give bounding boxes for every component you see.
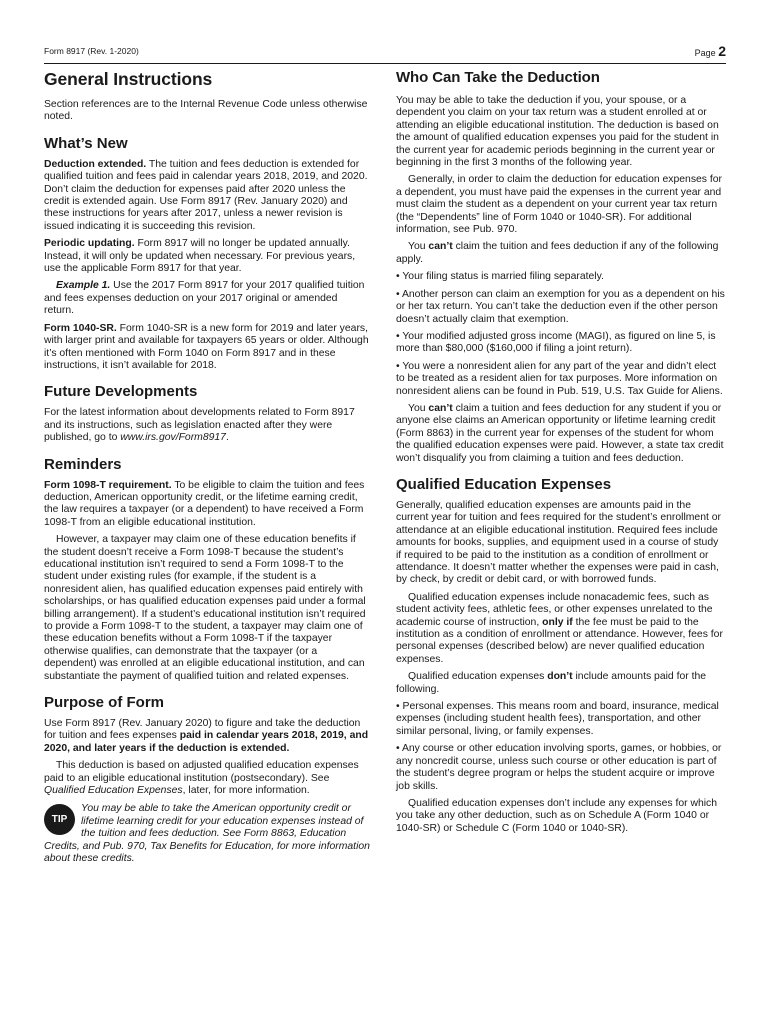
bold-text: paid in calendar years 2018, 2019, and 2020, and later years if the deduction is extended. (44, 730, 369, 754)
text: Form 1040-SR is a new form for 2019 and later years, with larger print and available for taxpayers 65 years or older. Although it’s often mentioned with Form 1040 on Form 8917 and in these instructions, it isn’t available for 2018. (44, 322, 369, 371)
who-paragraph-4 (396, 403, 726, 465)
bullet-personal-expenses: • Personal expenses. This means room and board, insurance, medical expenses (including student health fees), transportation, and other similar personal, living, or family expenses. (396, 701, 719, 737)
qualified-paragraph-2 (396, 592, 726, 666)
bullet-magi: • Your modified adjusted gross income (MAGI), as figured on line 5, is more than $80,000 ($160,000 if filing a joint return). (396, 330, 716, 355)
bullet-course: • Any course or other education involving sports, games, or hobbies, or any noncredit course, unless such course or other education is part of the student’s degree program or helps the student acquire or improve job skills. (396, 743, 722, 792)
qualified-paragraph-1: Generally, qualified education expenses are amounts paid in the current year for tuition and fees required for the student’s enrollment or attendance at an eligible educational institution. Required fees include amounts for books, supplies, and equipment used in a course of study if required to be paid to the institution as a condition of enrollment or attendance. It doesn’t matter whether the expenses were paid in cash, by check, by credit or debit card, or with borrowed funds. (396, 499, 721, 586)
who-paragraph-2: Generally, in order to claim the deduction for education expenses for a dependent, you must have paid the expenses in the current year and must claim the student as a dependent on your current year tax return (the “Dependents” line of Form 1040 or 1040-SR). For additional information, see Pub. 970. (396, 174, 723, 236)
who-paragraph-3 (396, 241, 726, 266)
whats-new-heading: What’s New (44, 134, 128, 152)
example-paragraph (44, 280, 370, 317)
text: , later, for more information. (182, 785, 310, 797)
deduction-extended-paragraph (44, 159, 370, 233)
text: Qualified education expenses include nonacademic fees, such as student activity fees, athletic fees, or other expenses unrelated to the academic course of instruction, (396, 591, 713, 628)
bold-text: only if (542, 616, 573, 628)
page-header (44, 43, 726, 62)
bold-text: don’t (547, 671, 573, 683)
left-column (44, 66, 370, 866)
tip-icon: TIP (44, 804, 75, 835)
tip-box (44, 803, 370, 865)
period: . (225, 432, 229, 444)
text: Form 8917 will no longer be updated annually. Instead, it will only be updated when necessary. For previous years, use the applicable Form 8917 for that year. (44, 238, 356, 275)
text: This deduction is based on adjusted qualified education expenses paid to an eligible educational institution (postsecondary). See (44, 760, 359, 784)
general-text: Section references are to the Internal Revenue Code unless otherwise noted. (44, 99, 368, 123)
qualified-expenses-heading: Qualified Education Expenses (396, 475, 612, 493)
bullet-nonresident: • You were a nonresident alien for any part of the year and didn’t elect to be treated as a resident alien for tax purposes. More information on nonresident aliens can be found in Pub. 519, U.S. Tax Guide for Aliens. (396, 360, 723, 397)
form-id: Form 8917 (Rev. 1-2020) (44, 46, 139, 56)
who-can-take-heading: Who Can Take the Deduction (396, 69, 600, 86)
text: claim the tuition and fees deduction if any of the following apply. (396, 241, 719, 265)
future-developments-paragraph (44, 407, 370, 444)
general-instructions-heading: General Instructions (44, 69, 213, 89)
header-rule (44, 63, 726, 64)
text: The tuition and fees deduction is extended for qualified tuition and fees paid in calendar years 2018, 2019, and 2020. Don’t claim the deduction for expenses paid after 2020 unless the credit is extended again. Use Form 8917 (Rev. January 2020) and these instructions for years after 2017, unless a newer revision is issued indicating it is succeeding this revision. (44, 158, 368, 232)
text: To be eligible to claim the tuition and fees deduction, American opportunity credit, or the lifetime earning credit, the law requires a taxpayer (or a dependent) to have received a Form 1098-T from an eligible educational institution. (44, 479, 365, 528)
lead: Form 1040-SR. (44, 322, 117, 334)
lead: Form 1098-T requirement. (44, 479, 172, 491)
text: You (408, 241, 429, 253)
qualified-paragraph-4: Qualified education expenses don’t include any expenses for which you take any other deduction, such as on Schedule A (Form 1040 or 1040-SR) or Schedule C (Form 1040 or 1040-SR). (396, 797, 718, 834)
lead: Deduction extended. (44, 158, 147, 170)
lead: Periodic updating. (44, 238, 135, 250)
bold-text: can’t (428, 402, 453, 414)
purpose-paragraph-2 (44, 760, 370, 797)
form-1040sr-paragraph (44, 323, 370, 373)
page-number-value: 2 (718, 43, 726, 59)
text: Use Form 8917 (Rev. January 2020) to figure and take the deduction for tuition and fees expenses (44, 718, 361, 742)
reminders-heading: Reminders (44, 455, 122, 473)
who-paragraph-1: You may be able to take the deduction if you, your spouse, or a dependent you claim on your tax return was a student enrolled at or attending an eligible educational institution. The deduction is based on the amount of qualified education expenses you paid for the student in the current year for academic periods beginning in the current year or beginning in the first 3 months of the following year. (396, 95, 719, 169)
reminders-paragraph-2: However, a taxpayer may claim one of these education benefits if the student doesn’t receive a Form 1098-T because the student’s educational institution isn’t required to send a Form 1098-T to the student under existing rules (for example, if the student is a nonresident alien, has qualified education expenses paid entirely with scholarships, or has qualified education expenses paid under a formal billing arrangement). If a student’s educational institution isn’t required to provide a Form 1098-T to the student, a taxpayer may claim one of these education benefits without a Form 1098-T if the taxpayer otherwise qualifies, can demonstrate that the taxpayer (or a dependent) was enrolled at an eligible educational institution, and can substantiate the payment of qualified tuition and related expenses. (44, 534, 366, 682)
text: claim a tuition and fees deduction for any student if you or anyone else claims an American opportunity or lifetime learning credit (Form 8863) in the current year for expenses of the student for whom the qualified education expenses were paid. However, a state tax credit won’t disqualify you from claiming a tuition and fees deduction. (396, 402, 724, 464)
text: For the latest information about developments related to Form 8917 and its instructions, such as legislation enacted after they were published, go to (44, 407, 355, 444)
page-number (695, 43, 726, 59)
future-developments-heading: Future Developments (44, 383, 198, 401)
qualified-paragraph-3 (396, 671, 726, 696)
text: the fee must be paid to the institution as a condition of enrollment or attendance. However, fees for personal expenses (described below) are never qualified education expenses. (396, 616, 723, 665)
bullet-dependent: • Another person can claim an exemption for you as a dependent on his or her tax return. You can’t take the deduction even if the other person doesn’t actually claim that exemption. (396, 288, 725, 325)
tip-text: You may be able to take the American opportunity credit or lifetime learning credit for your education expenses instead of the tuition and fees deduction. See Form 8863, Education Credits, and Pub. 970, Tax Benefits for Education, for more information about these credits. (44, 803, 370, 865)
text: Use the 2017 Form 8917 for your 2017 qualified tuition and fees expenses deduction on your 2017 original or amended return. (44, 280, 365, 317)
page-label: Page (694, 48, 716, 58)
bullet-filing-status: • Your filing status is married filing separately. (396, 271, 604, 283)
irs-link[interactable]: www.irs.gov/Form8917 (120, 432, 226, 444)
text: Qualified education expenses (408, 671, 548, 683)
lead: Example 1. (56, 280, 111, 292)
cross-reference: Qualified Education Expenses (44, 785, 183, 797)
text: include amounts paid for the following. (396, 671, 707, 695)
bold-text: can’t (428, 241, 453, 253)
text: You (408, 402, 429, 414)
right-column (396, 66, 726, 840)
form-1098t-paragraph (44, 480, 370, 530)
purpose-paragraph-1 (44, 718, 370, 755)
periodic-updating-paragraph (44, 238, 370, 275)
purpose-of-form-heading: Purpose of Form (44, 694, 165, 712)
